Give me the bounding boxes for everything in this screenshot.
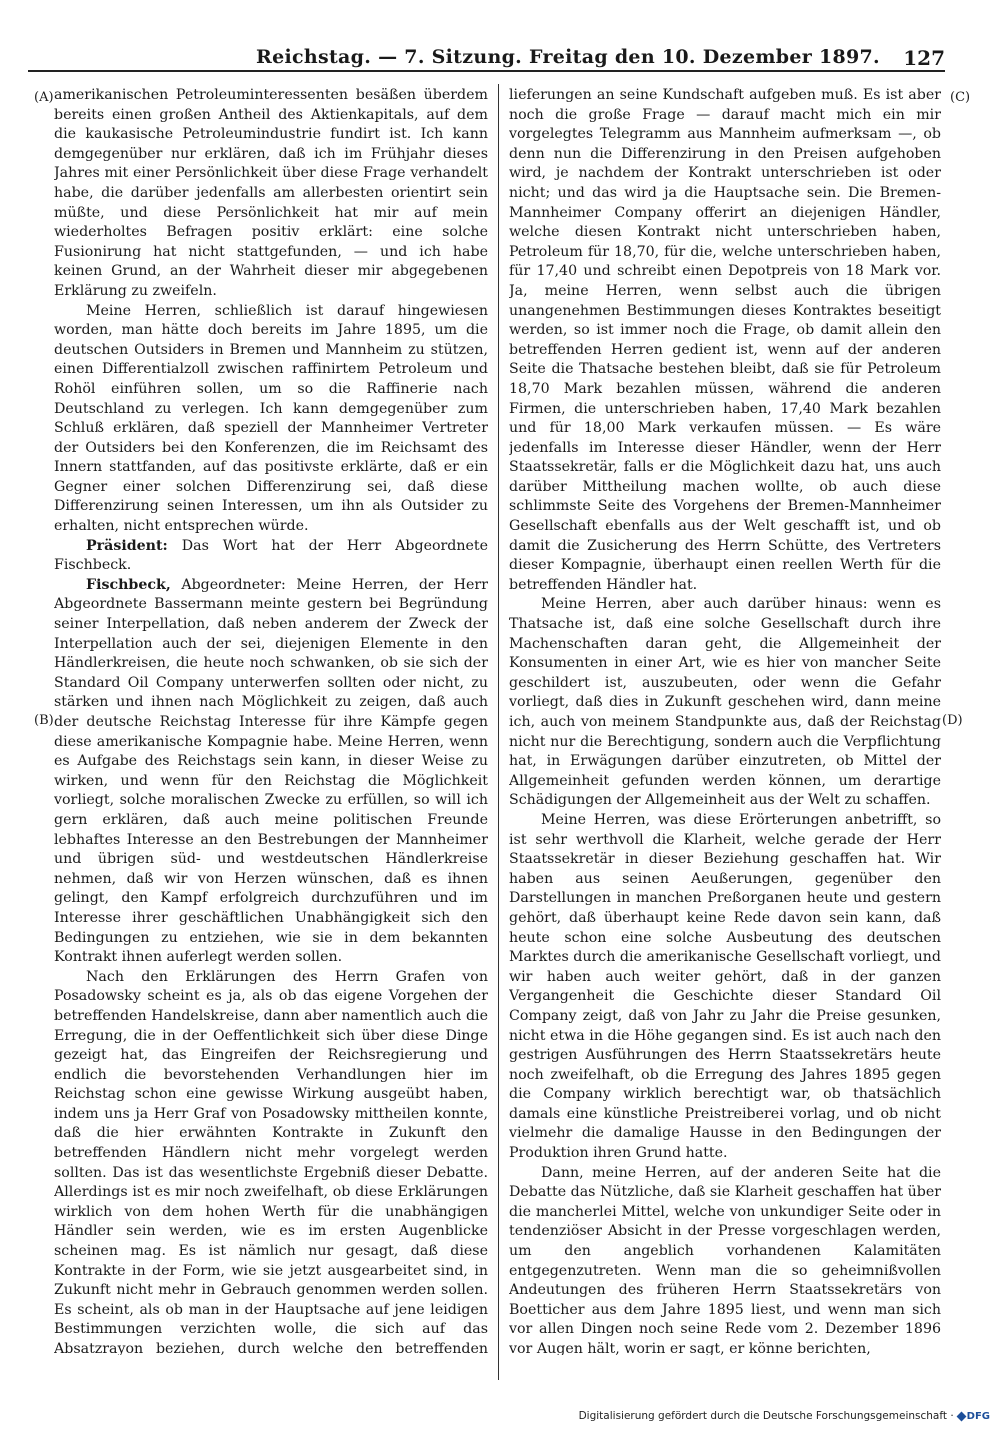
column-divider [498, 84, 499, 1380]
left-column [54, 86, 488, 1355]
margin-marker-b: (B) [34, 713, 54, 728]
dfg-logo-text: DFG [966, 1410, 990, 1422]
speaker-paragraph [54, 537, 488, 576]
speech-text: Abgeordneter: Meine Herren, der Herr Abgeordnete Bassermann meinte gestern bei Begründung seiner Interpellation, daß neben anderem der Zweck der Interpellation auch der sei, diejenigen Elemente in den Händlerkreisen, die heute noch schwanken, ob sie sich der Standard Oil Company unterwerfen sollten oder nicht, zu stärken und ihnen nach Möglichkeit zu zeigen, daß auch der deutsche Reichstag Interesse für ihre Kämpfe gegen diese amerikanische Kompagnie habe. Meine Herren, wenn es Aufgabe des Reichstags sein kann, in dieser Weise zu wirken, und wenn für den Reichstag die Möglichkeit vorliegt, solche moralischen Zwecke zu erfüllen, so will ich gern erklären, daß auch meine politischen Freunde lebhaftes Interesse an den Bestrebungen der Mannheimer und übrigen süd- und westdeutschen Händlerkreise nehmen, daß wir von Herzen wünschen, daß es ihnen gelingt, den Kampf erfolgreich durchzuführen und im Interesse ihrer geschäftlichen Unabhängigkeit sich den Bedingungen zu entziehen, wie sie in dem bekannten Kontrakt ihnen auferlegt werden sollen. [54, 576, 488, 966]
speaker-name: Fischbeck, [86, 576, 171, 593]
paragraph: Dann, meine Herren, auf der anderen Seite hat die Debatte das Nützliche, daß sie Klarheit geschaffen hat über die mancherlei Mittel, welche von unkundiger Seite oder in tendenziöser Absicht in der Presse vorgeschlagen werden, um den angeblich vorhandenen Kalamitäten entgegenzutreten. Wenn man die so geheimnißvollen Andeutungen des früheren Herrn Staatssekretärs von Boetticher aus dem Jahre 1895 liest, und wenn man sich vor allen Dingen noch seine Rede vom 2. Dezember 1896 vor Augen hält, worin er sagt, er könne berichten, [509, 1164, 941, 1355]
paragraph: Nach den Erklärungen des Herrn Grafen von Posadowsky scheint es ja, als ob das eigene Vorgehen der betreffenden Handelskreise, dann aber namentlich auch die Erregung, die in der Oeffentlichkeit sich über diese Dinge gezeigt hat, das Eingreifen der Reichsregierung und endlich die bevorstehenden Verhandlungen hier im Reichstag schon eine gewisse Wirkung ausgeübt haben, indem uns ja Herr Graf von Posadowsky mittheilen konnte, daß die hier erwähnten Kontrakte in Zukunft den betreffenden Händlern nicht mehr vorgelegt werden sollten. Das ist das wesentlichste Ergebniß dieser Debatte. Allerdings ist es mir noch zweifelhaft, ob diese Erklärungen wirklich von dem hohen Werth für die unabhängigen Händler sein werden, wie es im ersten Augenblicke scheinen mag. Es ist nämlich nur gesagt, daß diese Kontrakte in der Form, wie sie jetzt ausgearbeitet sind, in Zukunft nicht mehr in Gebrauch genommen werden sollen. Es scheint, als ob man in der Hauptsache auf jene leidigen Bestimmungen verzichten wolle, die sich auf das Absatzrayon beziehen, durch welche den betreffenden [54, 968, 488, 1355]
speaker-paragraph [54, 576, 488, 968]
right-column [509, 86, 941, 1355]
speaker-name: Präsident: [86, 537, 168, 554]
paragraph: Meine Herren, aber auch darüber hinaus: wenn es Thatsache ist, daß eine solche Gesellschaft durch ihre Machenschaften daran geht, die Allgemeinheit der Konsumenten in einer Art, wie es hier von mancher Seite geschildert ist, auszubeuten, oder wenn die Gefahr vorliegt, daß dies in Zukunft geschehen wird, dann meine ich, auch von meinem Standpunkte aus, daß der Reichstag nicht nur die Berechtigung, sondern auch die Verpflichtung hat, in Erwägungen darüber einzutreten, ob Mittel der Allgemeinheit gefunden werden können, um derartige Schädigungen der Allgemeinheit aus der Welt zu schaffen. [509, 596, 941, 809]
speech-text: Das Wort hat der Herr Abgeordnete Fischbeck. [54, 537, 488, 574]
margin-marker-c: (C) [950, 90, 971, 105]
dfg-diamond-icon [956, 1411, 966, 1421]
paragraph: lieferungen an seine Kundschaft aufgeben muß. Es ist aber noch die große Frage — darauf macht mich ein mir vorgelegtes Telegramm aus Mannheim aufmerksam —, ob denn nun die Differenzirung in den Preisen aufgehoben wird, je nachdem der Kontrakt unterschrieben ist oder nicht; und das wird ja die Hauptsache sein. Die Bremen-Mannheimer Company offerirt an diejenigen Händler, welche diesen Kontrakt nicht unterschrieben haben, Petroleum für 18,70, für die, welche unterschrieben haben, für 17,40 und schreibt einen Depotpreis von 18 Mark vor. Ja, meine Herren, wenn selbst auch die übrigen unangenehmen Bestimmungen dieses Kontraktes beseitigt werden, so ist immer noch die Frage, ob damit allein den betreffenden Herren gedient ist, wenn auf der anderen Seite die Thatsache bestehen bleibt, daß sie für Petroleum 18,70 Mark bezahlen müssen, während die anderen Firmen, die unterschrieben haben, 17,40 Mark bezahlen und für 18,00 Mark verkaufen müssen. — Es wäre jedenfalls im Interesse dieser Händler, wenn der Herr Staatssekretär, falls er die Möglichkeit dazu hat, uns auch darüber Mittheilung machen wollte, ob auch diese schlimmste Seite des Vorgehens der Bremen-Mannheimer Gesellschaft ebenfalls aus der Welt geschafft ist, und ob damit die Zusicherung des Herrn Schütte, des Vertreters dieser Kompagnie, überhaupt einen reellen Werth für die betreffenden Händler hat. [509, 87, 941, 593]
footer-text: Digitalisierung gefördert durch die Deutsche Forschungsgemeinschaft · [578, 1410, 954, 1422]
paragraph: Meine Herren, schließlich ist darauf hingewiesen worden, man hätte doch bereits im Jahre 1895, um die deutschen Outsiders in Bremen und Mannheim zu stützen, einen Differentialzoll zwischen raffinirtem Petroleum und Rohöl einführen sollen, um so die Raffinerie nach Deutschland zu verlegen. Ich kann demgegenüber zum Schluß erklären, daß speziell der Mannheimer Vertreter der Outsiders bei den Konferenzen, die im Reichsamt des Innern stattfanden, auf das positivste erklärte, daß er ein Gegner einer solchen Differenzirung sei, daß diese Differenzirung seinen Interessen, um ihn als Outsider zu erhalten, nicht entsprechen würde. [54, 302, 488, 535]
page-header [28, 40, 945, 70]
paragraph: amerikanischen Petroleuminteressenten besäßen überdem bereits einen großen Antheil des Aktienkapitals, auf dem die kaukasische Petroleumindustrie fundirt ist. Ich kann demgegenüber nur erklären, daß ich im Frühjahr dieses Jahres mit einer Persönlichkeit über diese Frage verhandelt habe, die darüber jedenfalls am allerbesten orientirt sein müßte, und diese Persönlichkeit hat mir auf mein wiederholtes Befragen positiv erklärt: eine solche Fusionirung hat nicht stattgefunden, — und ich habe keinen Grund, an der Wahrheit dieser mir abgegebenen Erklärung zu zweifeln. [54, 87, 488, 299]
footer-credit [579, 1408, 990, 1424]
page-number: 127 [903, 46, 945, 70]
dfg-logo [958, 1411, 990, 1422]
running-title: Reichstag. — 7. Sitzung. Freitag den 10. Dezember 1897. [256, 46, 880, 68]
paragraph: Meine Herren, was diese Erörterungen anbetrifft, so ist sehr werthvoll die Klarheit, welche gerade der Herr Staatssekretär in dieser Beziehung geschaffen hat. Wir haben aus seinen Aeußerungen, gegenüber den Darstellungen in manchen Preßorganen heute und gestern gehört, daß überhaupt keine Rede davon sein kann, daß heute schon eine solche Ausbeutung des deutschen Marktes durch die amerikanische Gesellschaft vorliegt, und wir haben auch weiter gehört, daß in der ganzen Vergangenheit die Geschichte dieser Standard Oil Company zeigt, daß von Jahr zu Jahr die Preise gesunken, nicht etwa in die Höhe gegangen sind. Es ist auch nach den gestrigen Ausführungen des Herrn Staatssekretärs heute noch zweifelhaft, ob die Erregung des Jahres 1895 gegen die Company wirklich berechtigt war, ob thatsächlich damals eine künstliche Preistreiberei vorlag, und ob nicht vielmehr die damalige Hausse in den Bedingungen der Produktion ihren Grund hatte. [509, 811, 941, 1162]
margin-marker-d: (D) [942, 713, 963, 728]
margin-marker-a: (A) [34, 90, 54, 105]
header-rule [28, 70, 945, 72]
